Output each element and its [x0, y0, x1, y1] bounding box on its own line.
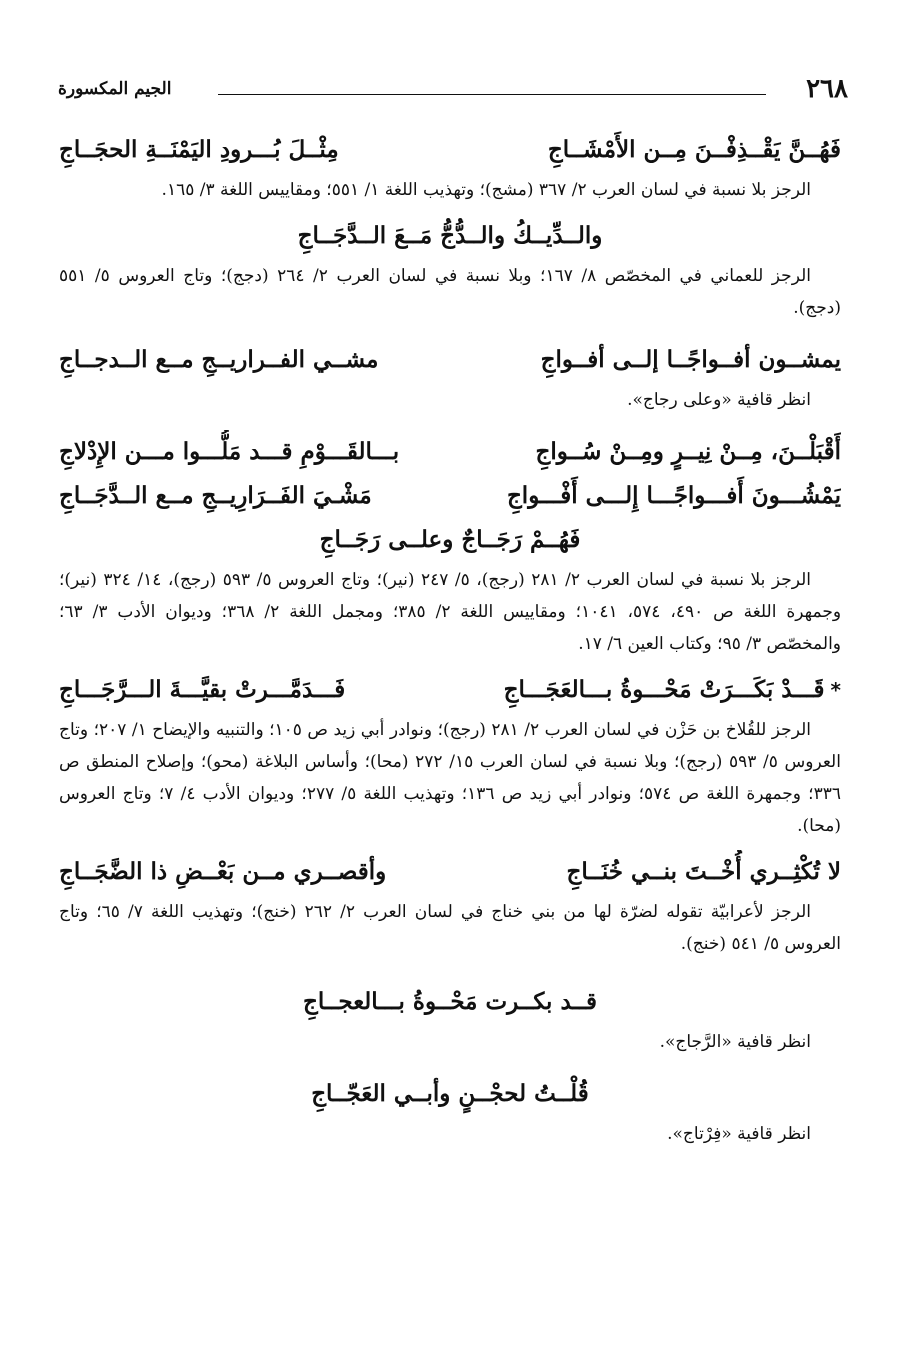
verse-line-centered: والــدِّيــكُ والــدُّجُّ مَــعَ الــدَّجَــاجِ	[297, 222, 603, 249]
cross-reference-note: انظر قافية «الرَّجاج».	[659, 1032, 811, 1052]
verse-second-hemistich: وأقصــري مــن بَعْــضِ ذا الضَّجَــاجِ	[59, 858, 387, 885]
verse-line	[59, 430, 841, 474]
verse-line	[59, 850, 841, 894]
verse-second-hemistich: مِثْــلَ بُـــرودِ اليَمْنَــةِ الحجَــاجِ	[59, 136, 339, 163]
verse-line-centered: فَهُــمْ رَجَــاجٌ وعلــى رَجَــاجِ	[319, 526, 581, 553]
verse-first-hemistich-text: قَـــدْ بَكَـــرَتْ مَحْـــوةُ بـــالعَجَـــاجِ	[503, 676, 825, 703]
verse-first-hemistich	[504, 668, 841, 712]
verse-first-hemistich: يَمْشُـــونَ أَفـــواجًـــا إِلـــى أَفْـــواجِ	[506, 482, 841, 509]
verse-second-hemistich: بـــالقَـــوْمِ قـــد مَلُّـــوا مـــن الإِدْلاجِ	[59, 438, 400, 465]
verse-second-hemistich: مشــي الفــراريــجِ مــع الــدجــاجِ	[59, 346, 379, 373]
verse-line	[59, 668, 841, 712]
verse-first-hemistich: يمشــون أفــواجًــا إلــى أفــواجِ	[540, 346, 841, 373]
cross-reference-note: انظر قافية «وعلى رجاج».	[627, 390, 811, 410]
verse-line-centered: قُلْــتُ لحجْــنٍ وأبــي العَجّــاجِ	[311, 1080, 589, 1107]
source-note: الرجز للقُلاخ بن حَزْن في لسان العرب ٢/ ٢٨١ (رجج)؛ ونوادر أبي زيد ص ١٠٥؛ والتنبيه والإيضاح ١/ ٢٠٧؛ وتاج العروس ٥/ ٥٩٣ (رجج)؛ وبلا نسبة في لسان العرب ١٥/ ٢٧٢ (محا)؛ وأساس البلاغة (محو)؛ وإصلاح المنطق ص ٣٣٦؛ وجمهرة اللغة ص ٥٧٤؛ ونوادر أبي زيد ص ١٣٦؛ وتهذيب اللغة ٥/ ٢٧٧؛ وديوان الأدب ٤/ ٧؛ وتاج العروس (محا).	[59, 720, 841, 836]
verse-line	[59, 128, 841, 172]
source-note: الرجز بلا نسبة في لسان العرب ٢/ ٣٦٧ (مشج)؛ وتهذيب اللغة ١/ ٥٥١؛ ومقاييس اللغة ٣/ ١٦٥.	[161, 180, 811, 200]
verse-first-hemistich: لا تُكْثِــري أُخْــتَ بنــي خُنَــاجِ	[566, 858, 841, 885]
verse-line	[59, 474, 841, 518]
verse-second-hemistich: فَـــدَمَّـــرتْ بقيَّـــةَ الـــرَّجَـــاجِ	[59, 676, 346, 703]
verse-line	[59, 338, 841, 382]
source-note: الرجز لأعرابيّة تقوله لضرّة لها من بني خناج في لسان العرب ٢/ ٢٦٢ (خنج)؛ وتهذيب اللغة ٧/ ٦٥؛ وتاج العروس ٥/ ٥٤١ (خنج).	[59, 902, 841, 954]
verse-line-centered: قــد بكــرت مَحْــوةُ بـــالعجــاجِ	[303, 988, 597, 1015]
source-note: الرجز بلا نسبة في لسان العرب ٢/ ٢٨١ (رجج)، ٥/ ٢٤٧ (نير)؛ وتاج العروس ٥/ ٥٩٣ (رجج)، ١٤/ ٣٢٤ (نير)؛ وجمهرة اللغة ص ٤٩٠، ٥٧٤، ١٠٤١؛ ومقاييس اللغة ٢/ ٣٨٥؛ ومجمل اللغة ٢/ ٣٦٨؛ وديوان الأدب ٣/ ٦٣؛ والمخصّص ٣/ ٩٥؛ وكتاب العين ٦/ ١٧.	[59, 570, 842, 654]
verse-first-hemistich: أَقْبَلْــنَ، مِــنْ نِيــرٍ ومِــنْ سُــواجِ	[535, 438, 841, 465]
header-rule	[218, 94, 766, 95]
cross-reference-note: انظر قافية «فِرْتاج».	[667, 1124, 811, 1144]
page-content	[59, 128, 841, 1158]
source-note: الرجز للعماني في المخصّص ٨/ ١٦٧؛ وبلا نسبة في لسان العرب ٢/ ٢٦٤ (دجج)؛ وتاج العروس ٥/ ٥٥١ (دجج).	[59, 266, 841, 318]
page-number: ٢٦٨	[806, 74, 848, 104]
star-marker: *	[830, 678, 841, 702]
running-title: الجيم المكسورة	[58, 79, 172, 99]
page-header	[58, 72, 848, 106]
verse-first-hemistich: فَهُــنَّ يَقْــذِفْــنَ مِــن الأَمْشَــاجِ	[547, 136, 841, 163]
verse-second-hemistich: مَشْـيَ الفَــرَارِيــجِ مــع الــدَّجَــاجِ	[59, 482, 372, 509]
